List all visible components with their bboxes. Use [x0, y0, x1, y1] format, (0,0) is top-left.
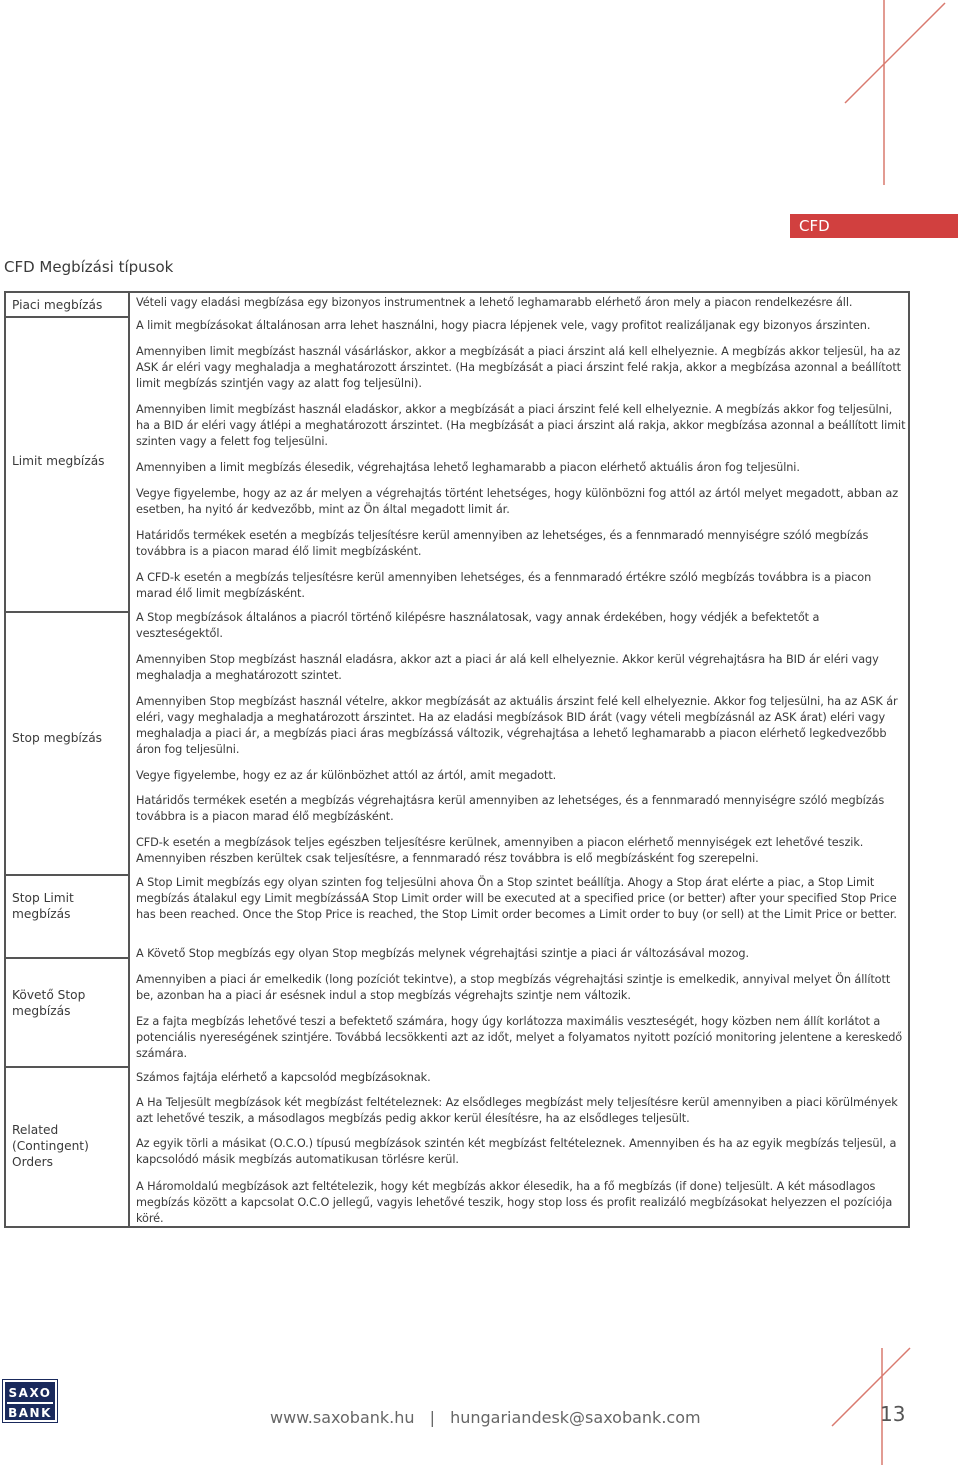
related-paragraph: Számos fajtája elérhető a kapcsolód megbízásoknak.: [136, 1071, 431, 1084]
logo-text-top: SAXO: [8, 1386, 52, 1400]
category-stop: Stop megbízás: [12, 731, 103, 745]
order-types-table: [4, 291, 910, 1228]
limit-paragraph: Vegye figyelembe, hogy az az ár melyen a végrehajtás történt lehetséges, hogy különbözni fog attól az ártól melyet megadott, abban az esetben, ha nyitó ár kedvezőbb, mint az Ön által megadott limit ár.: [136, 487, 899, 517]
stop-paragraph: Amennyiben Stop megbízást használ eladásra, akkor azt a piaci ár alá kell elhelyeznie. Akkor kerül végrehajtásra ha BID ár eléri vagy meghaladja a meghatározott szintet.: [136, 653, 879, 683]
stop-paragraph: Határidős termékek esetén a megbízás végrehajtásra kerül amennyiben az lehetséges, és a fennmaradó mennyiségre szóló megbízás továbbra is a piacon marad élő megbízásként.: [136, 794, 885, 824]
category-market: Piaci megbízás: [12, 298, 103, 312]
stop-paragraph: Amennyiben Stop megbízást használ vételre, akkor megbízását az aktuális árszint felé kell elhelyeznie. Akkor fog teljesülni, ha az ASK ár eléri, vagy meghaladja a meghatározott árszintet. Ha az eladási megbízások BID árát (vagy vételi megbízásnál az ASK árat) eléri vagy meghaladja a piaci ár, a megbízás piaci áras megbízássá változik, végrehajtása a lehető leghamarabb a piacon elérhető legkedvezőbb áron fog teljesülni.: [136, 695, 898, 757]
footer-contact: [270, 1408, 701, 1427]
limit-paragraph: Amennyiben a limit megbízás élesedik, végrehajtása lehető leghamarabb a piacon elérhető aktuális áron fog teljesülni.: [136, 461, 800, 474]
page-number: 13: [880, 1402, 906, 1426]
stop-limit-paragraph: A Stop Limit megbízás egy olyan szinten fog teljesülni ahova Ön a Stop szintet beállítja. Ahogy a Stop árat elérte a piac, a Stop Limit megbízás átalakul egy Limit megbízássáA Stop Limit order will be executed at a specified price (or better) after your specified Stop Price has been reached. Once the Stop Price is reached, the Stop Limit order becomes a Limit order to buy (or sell) at the Limit Price or better.: [136, 876, 897, 922]
trailing-paragraph: Amennyiben a piaci ár emelkedik (long pozíciót tekintve), a stop megbízás végrehajtási szintje is emelkedik, annyival melyet Ön állított be, azonban ha a piaci ár esésnek indul a stop megbízás végrehajts szintje nem változik.: [136, 973, 891, 1003]
stop-paragraph: A Stop megbízások általános a piacról történő kilépésre használatosak, vagy annak érdekében, hogy védjék a befektetőt a veszteségektől.: [136, 611, 820, 641]
stop-paragraph: CFD-k esetén a megbízások teljes egészben teljesítésre kerülnek, amennyiben a piacon elérhető mennyiségek ezt lehetővé teszik. Amennyiben részben kerültek csak teljesítésre, a fennmaradó rész továbbra is elő megbízásként fog szerepelni.: [136, 836, 864, 866]
logo-text-bottom: BANK: [8, 1406, 52, 1420]
row-divider: [6, 957, 130, 959]
saxo-bank-logo: [3, 1380, 57, 1422]
limit-paragraph: A CFD-k esetén a megbízás teljesítésre kerül amennyiben lehetséges, és a fennmaradó értékre szóló megbízás továbbra is a piacon marad élő limit megbízásként.: [136, 571, 872, 601]
category-trailing-stop: Követő Stop megbízás: [12, 988, 86, 1018]
page-title: CFD Megbízási típusok: [4, 258, 174, 276]
related-paragraph: A Ha Teljesült megbízások két megbízást feltételeznek: Az elsődleges megbízást mely teljesítésre kerül amennyiben a piaci körülmények azt lehetővé teszik, a másodlagos megbízás pedig akkor kerül élesítésre, ha az elsődleges teljesült.: [136, 1096, 898, 1126]
limit-paragraph: A limit megbízásokat általánosan arra lehet használni, hogy piacra lépjenek vele, vagy profitot realizáljanak egy bizonyos árszinten.: [136, 319, 871, 332]
stop-paragraph: Vegye figyelembe, hogy ez az ár különbözhet attól az ártól, amit megadott.: [136, 769, 557, 782]
trailing-paragraph: Ez a fajta megbízás lehetővé teszi a befektető számára, hogy úgy korlátozza maximális veszteségét, hogy közben nem állít korlátot a potenciális nyereségének szintjére. Továbbá lecsökkenti azt az időt, melyet a folyamatos nyitott pozíció monitoring jelentene a kereskedő számára.: [136, 1015, 903, 1061]
logo-divider: [7, 1402, 53, 1404]
row-divider: [6, 316, 130, 318]
trailing-paragraph: A Követő Stop megbízás egy olyan Stop megbízás melynek végrehajtási szintje a piaci ár változásával mozog.: [136, 947, 749, 960]
row-divider: [6, 1066, 130, 1068]
limit-paragraph: Határidős termékek esetén a megbízás teljesítésre kerül amennyiben az lehetséges, és a fennmaradó mennyiségre szóló megbízás továbbra is a piacon marad élő limit megbízásként.: [136, 529, 869, 559]
related-paragraph: Az egyik törli a másikat (O.C.O.) típusú megbízások szintén két megbízást feltételeznek. Amennyiben és ha az egyik megbízás teljesül, a kapcsolódó másik megbízás automatikusan törlésre kerül.: [136, 1137, 897, 1167]
category-related: Related (Contingent) Orders: [12, 1123, 89, 1169]
category-limit: Limit megbízás: [12, 454, 105, 468]
email-link[interactable]: hungariandesk@saxobank.com: [450, 1408, 701, 1427]
column-divider: [128, 293, 130, 1226]
limit-paragraph: Amennyiben limit megbízást használ vásárláskor, akkor a megbízását a piaci árszint alá kell elhelyeznie. A megbízás akkor teljesül, ha az ASK ár eléri vagy meghaladja a meghatározott árszintet. (Ha megbízását a piaci árszint felé rakja, akkor a megbízása azonnal a beállított limit megbízás szintjén vagy az alatt fog teljesülni).: [136, 345, 902, 391]
section-badge: CFD: [790, 214, 958, 238]
category-stop-limit: Stop Limit megbízás: [12, 891, 74, 921]
limit-paragraph: Amennyiben limit megbízást használ eladáskor, akkor a megbízását a piaci árszint felé kell elhelyeznie. A megbízás akkor fog teljesülni, ha a BID ár eléri vagy átlépi a meghatározott árszintet. (Ha megbízását a piaci árszint alá rakja, akkor megbízása azonnal a beállított limit szinten vagy a felett fog teljesülni.: [136, 403, 906, 449]
row-divider: [6, 874, 130, 876]
related-paragraph: A Háromoldalú megbízások azt feltételezik, hogy két megbízás akkor élesedik, ha a fő megbízás (if done) teljesült. A két másodlagos megbízás között a kapcsolat O.C.O jellegű, vagyis lehetővé teszik, hogy stop loss és profit realizáló megbízásokat helyezzen el pozíciója köré.: [136, 1180, 893, 1226]
row-divider: [6, 611, 130, 613]
website-link[interactable]: www.saxobank.hu: [270, 1408, 415, 1427]
footer-separator: |: [429, 1408, 435, 1427]
market-paragraph: Vételi vagy eladási megbízása egy bizonyos instrumentnek a lehető leghamarabb elérhető áron mely a piacon rendelkezésre áll.: [136, 296, 853, 309]
